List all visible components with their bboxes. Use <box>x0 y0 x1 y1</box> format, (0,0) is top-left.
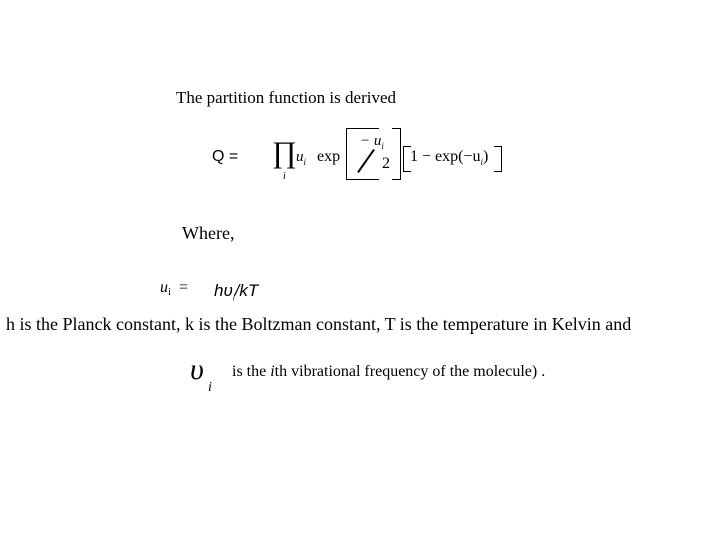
ui-rhs-sub: i <box>232 293 235 303</box>
intro-text: The partition function is derived <box>176 88 396 107</box>
freq-text-italic: i <box>270 363 275 380</box>
exp-label: exp <box>317 148 341 165</box>
ui-symbol <box>160 279 171 298</box>
ui-equals: = <box>179 279 189 296</box>
ui-rhs-rest: /kT <box>234 281 259 300</box>
nu-subscript: i <box>208 380 212 395</box>
fraction-denominator: 2 <box>382 155 390 172</box>
numerator-text: − u <box>360 133 382 149</box>
ui-definition <box>214 281 258 302</box>
ui-symbol-sub: i <box>168 286 172 298</box>
equation-lhs: Q = <box>212 148 239 165</box>
numerator-sub: i <box>381 141 384 151</box>
inner-suffix: ) <box>483 148 489 165</box>
ui-symbol-letter: u <box>160 279 168 296</box>
freq-text-before: is the <box>232 363 271 380</box>
factor-u-sub: i <box>303 157 307 167</box>
product-symbol: ∏ <box>272 136 297 169</box>
product-index: i <box>283 171 286 182</box>
freq-text-after: th vibrational frequency of the molecule) . <box>274 363 546 380</box>
inner-sub: i <box>480 157 483 168</box>
right-square-bracket <box>392 128 401 180</box>
factor-u: u <box>296 149 304 165</box>
inner-right-bracket <box>494 146 502 172</box>
nu-symbol: υ <box>190 353 204 386</box>
ui-rhs-h: hυ <box>214 281 233 300</box>
fraction-numerator <box>360 133 384 151</box>
equation-factor-u <box>296 149 306 167</box>
frequency-description <box>232 363 545 381</box>
constants-description: h is the Planck constant, k is the Boltzman constant, T is the temperature in Kelvin and <box>6 314 632 334</box>
inner-prefix: 1 − exp(−u <box>410 148 481 165</box>
where-label: Where, <box>182 223 235 243</box>
inner-expression <box>410 148 488 167</box>
